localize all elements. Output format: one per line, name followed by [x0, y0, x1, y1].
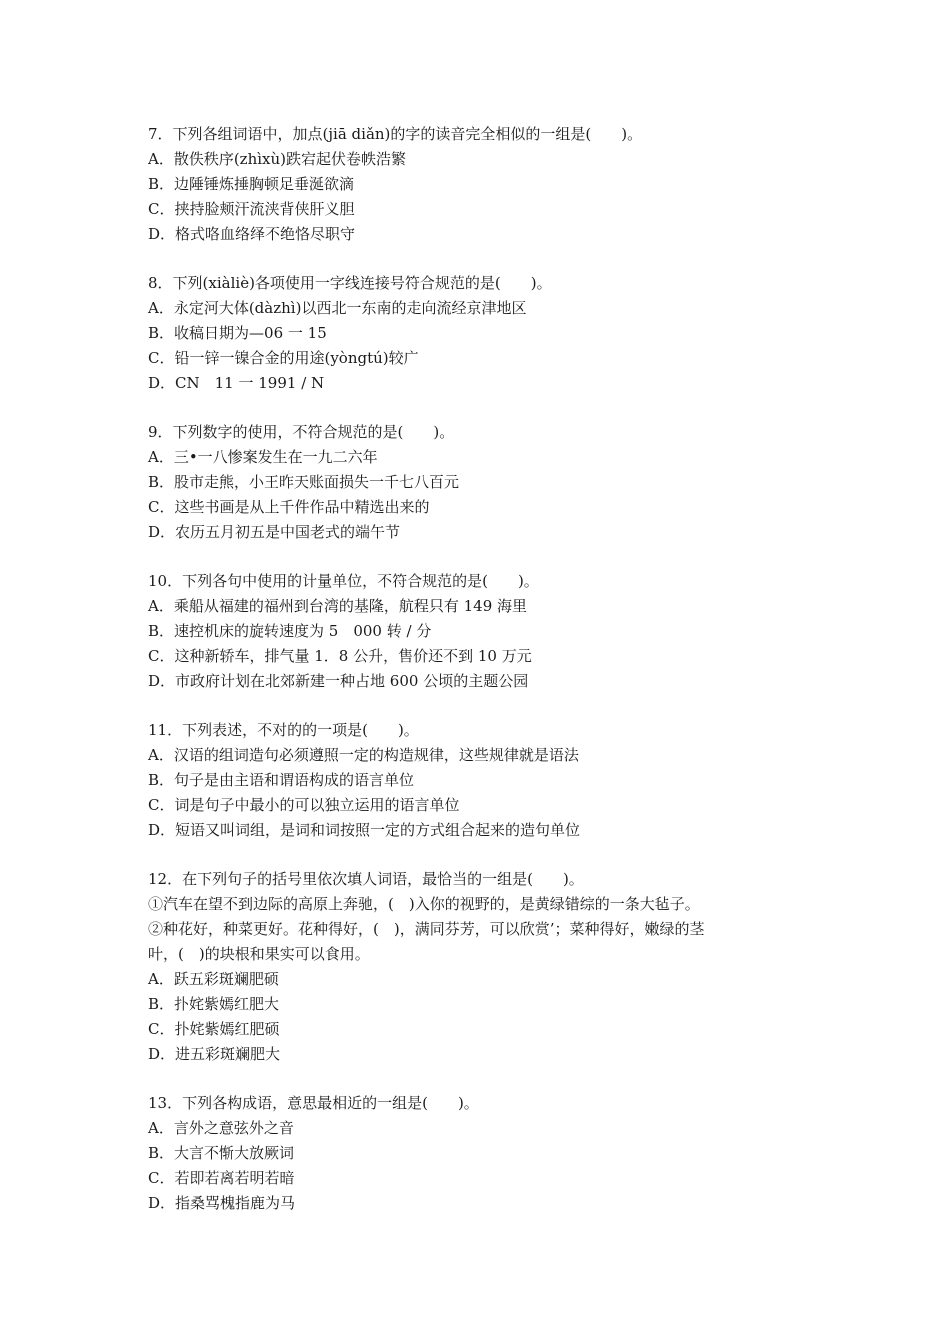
option-b: B．扑姹紫嫣红肥大 — [148, 995, 280, 1013]
option-b: B．边陲锤炼捶胸顿足垂涎欲滴 — [148, 175, 355, 193]
option-c: C．词是句子中最小的可以独立运用的语言单位 — [148, 796, 460, 814]
question-12 — [148, 867, 808, 1067]
option-a: A．言外之意弦外之音 — [148, 1119, 294, 1137]
option-a: A．汉语的组词造句必须遵照一定的构造规律，这些规律就是语法 — [148, 746, 579, 764]
option-a: A．散佚秩序(zhìxù)跌宕起伏卷帙浩繁 — [148, 150, 407, 168]
option-b: B．股市走熊，小王昨天账面损失一千七八百元 — [148, 473, 460, 491]
option-d: D．CN 11 一 1991 / N — [148, 374, 325, 392]
option-a: A．永定河大体(dàzhì)以西北一东南的走向流经京津地区 — [148, 299, 527, 317]
option-c: C．这些书画是从上千件作品中精选出来的 — [148, 498, 430, 516]
option-c: C．这种新轿车，排气量 1．8 公升，售价还不到 10 万元 — [148, 647, 532, 665]
option-b: B．大言不惭大放厥词 — [148, 1144, 295, 1162]
question-stem: 11．下列表述，不对的的一项是( )。 — [148, 721, 419, 739]
question-stem: 13．下列各构成语，意思最相近的一组是( )。 — [148, 1094, 479, 1112]
option-a: A．跃五彩斑斓肥硕 — [148, 970, 279, 988]
question-stem: 12．在下列句子的括号里依次填人词语，最恰当的一组是( )。 — [148, 870, 584, 888]
question-stem: 9．下列数字的使用，不符合规范的是( )。 — [148, 423, 455, 441]
passage-line-2: ②种花好，种菜更好。花种得好，( )，满同芬芳，可以欣赏’；菜种得好，嫩绿的茎 — [148, 920, 705, 938]
question-7 — [148, 122, 808, 247]
question-8 — [148, 271, 808, 396]
option-c: C．挟持脸颊汗流浃背侠肝义胆 — [148, 200, 355, 218]
option-d: D．农历五月初五是中国老式的端午节 — [148, 523, 401, 541]
option-d: D．格式咯血络绎不绝恪尽职守 — [148, 225, 356, 243]
passage-line-1: ①汽车在望不到边际的高原上奔驰，( )入你的视野的，是黄绿错综的一条大毡子。 — [148, 895, 700, 913]
option-b: B．句子是由主语和谓语构成的语言单位 — [148, 771, 415, 789]
option-d: D．进五彩斑斓肥大 — [148, 1045, 281, 1063]
option-d: D．市政府计划在北郊新建一种占地 600 公顷的主题公园 — [148, 672, 529, 690]
question-stem: 8．下列(xiàliè)各项使用一字线连接号符合规范的是( )。 — [148, 274, 552, 292]
question-stem: 10．下列各句中使用的计量单位，不符合规范的是( )。 — [148, 572, 539, 590]
question-11 — [148, 718, 808, 843]
option-c: C．若即若离若明若暗 — [148, 1169, 295, 1187]
passage-line-3: 叶，( )的块根和果实可以食用。 — [148, 945, 370, 963]
option-d: D．指桑骂槐指鹿为马 — [148, 1194, 296, 1212]
question-10 — [148, 569, 808, 694]
question-13 — [148, 1091, 808, 1216]
option-d: D．短语又叫词组，是词和词按照一定的方式组合起来的造句单位 — [148, 821, 581, 839]
option-a: A．乘船从福建的福州到台湾的基隆，航程只有 149 海里 — [148, 597, 528, 615]
option-b: B．收稿日期为—06 一 15 — [148, 324, 327, 342]
option-c: C．铅一锌一镍合金的用途(yòngtú)较广 — [148, 349, 419, 367]
option-c: C．扑姹紫嫣红肥硕 — [148, 1020, 280, 1038]
question-stem: 7．下列各组词语中，加点(jiā diǎn)的字的读音完全相似的一组是( )。 — [148, 125, 643, 143]
question-9 — [148, 420, 808, 545]
option-b: B．速控机床的旋转速度为 5 000 转 / 分 — [148, 622, 432, 640]
option-a: A．三•一八惨案发生在一九二六年 — [148, 448, 378, 466]
exam-page — [148, 122, 808, 1240]
